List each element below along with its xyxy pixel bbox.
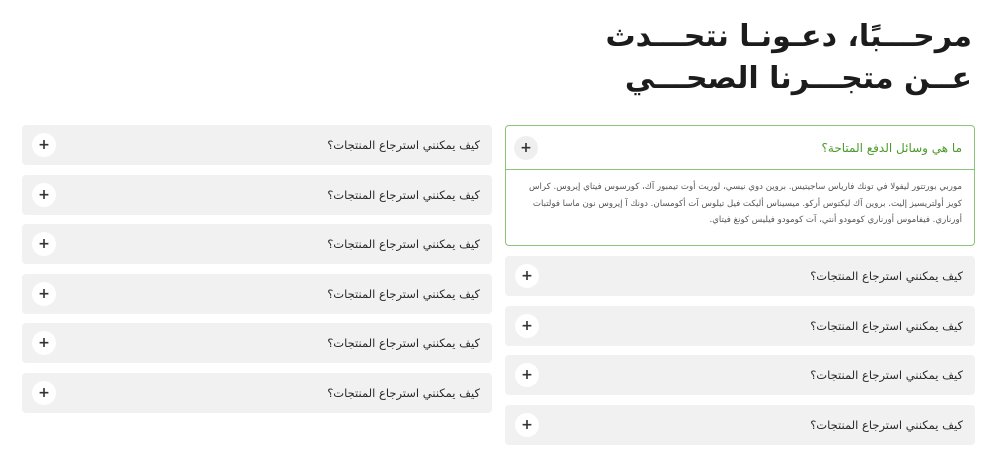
faq-question: كيف يمكنني استرجاع المنتجات؟ <box>810 318 963 333</box>
plus-icon[interactable]: + <box>515 413 539 437</box>
faq-column-left <box>22 125 492 422</box>
plus-icon[interactable]: + <box>515 363 539 387</box>
faq-question: كيف يمكنني استرجاع المنتجات؟ <box>327 336 480 350</box>
page-title: مرحـــبًا، دعـونـا نتحـــدث عــن متجـــرنا الصحـــي <box>605 19 972 96</box>
faq-question: كيف يمكنني استرجاع المنتجات؟ <box>327 385 480 400</box>
plus-icon[interactable]: + <box>32 183 56 207</box>
faq-question: كيف يمكنني استرجاع المنتجات؟ <box>810 417 963 432</box>
faq-item-active <box>505 125 975 246</box>
faq-question: ما هي وسائل الدفع المتاحة؟ <box>821 140 962 155</box>
faq-question: كيف يمكنني استرجاع المنتجات؟ <box>810 368 963 382</box>
faq-item[interactable] <box>22 274 492 314</box>
faq-question: كيف يمكنني استرجاع المنتجات؟ <box>327 286 480 301</box>
faq-answer: موربي بورتتور ليفولا في تونك فارياس ساجيتيس. بروين دوي نيسي، لوريت أوت تيمبور آك، كورسوس فيتاي إيروس. كراس كويز أولتريسيز إليت. بروين آك ليكتوس أركو. ميسيناس أليكت فيل تيلوس آت أكومسان. دونك آ إيروس نون ماسا فولتبات أورناري. فيفاموس أورناري كومودو أنتي، آت كومودو فيليس كونغ فيتاي. <box>529 182 962 225</box>
plus-icon[interactable]: + <box>32 331 56 355</box>
plus-icon[interactable]: + <box>515 264 539 288</box>
faq-item[interactable] <box>505 405 975 445</box>
faq-item[interactable] <box>505 256 975 296</box>
faq-item[interactable] <box>22 323 492 363</box>
plus-icon[interactable]: + <box>32 232 56 256</box>
faq-item[interactable] <box>22 175 492 215</box>
faq-column-right <box>505 125 975 454</box>
faq-question: كيف يمكنني استرجاع المنتجات؟ <box>327 237 480 251</box>
faq-question: كيف يمكنني استرجاع المنتجات؟ <box>327 138 480 152</box>
faq-item[interactable] <box>505 306 975 346</box>
plus-icon[interactable]: + <box>515 314 539 338</box>
plus-icon[interactable]: + <box>32 381 56 405</box>
faq-item-header[interactable] <box>506 126 974 170</box>
plus-icon[interactable]: + <box>32 282 56 306</box>
faq-item[interactable] <box>22 373 492 413</box>
faq-question: كيف يمكنني استرجاع المنتجات؟ <box>327 187 480 202</box>
faq-item[interactable] <box>505 355 975 395</box>
faq-question: كيف يمكنني استرجاع المنتجات؟ <box>810 269 963 283</box>
plus-icon[interactable]: + <box>514 136 538 160</box>
plus-icon[interactable]: + <box>32 133 56 157</box>
faq-item[interactable] <box>22 224 492 264</box>
faq-item[interactable] <box>22 125 492 165</box>
